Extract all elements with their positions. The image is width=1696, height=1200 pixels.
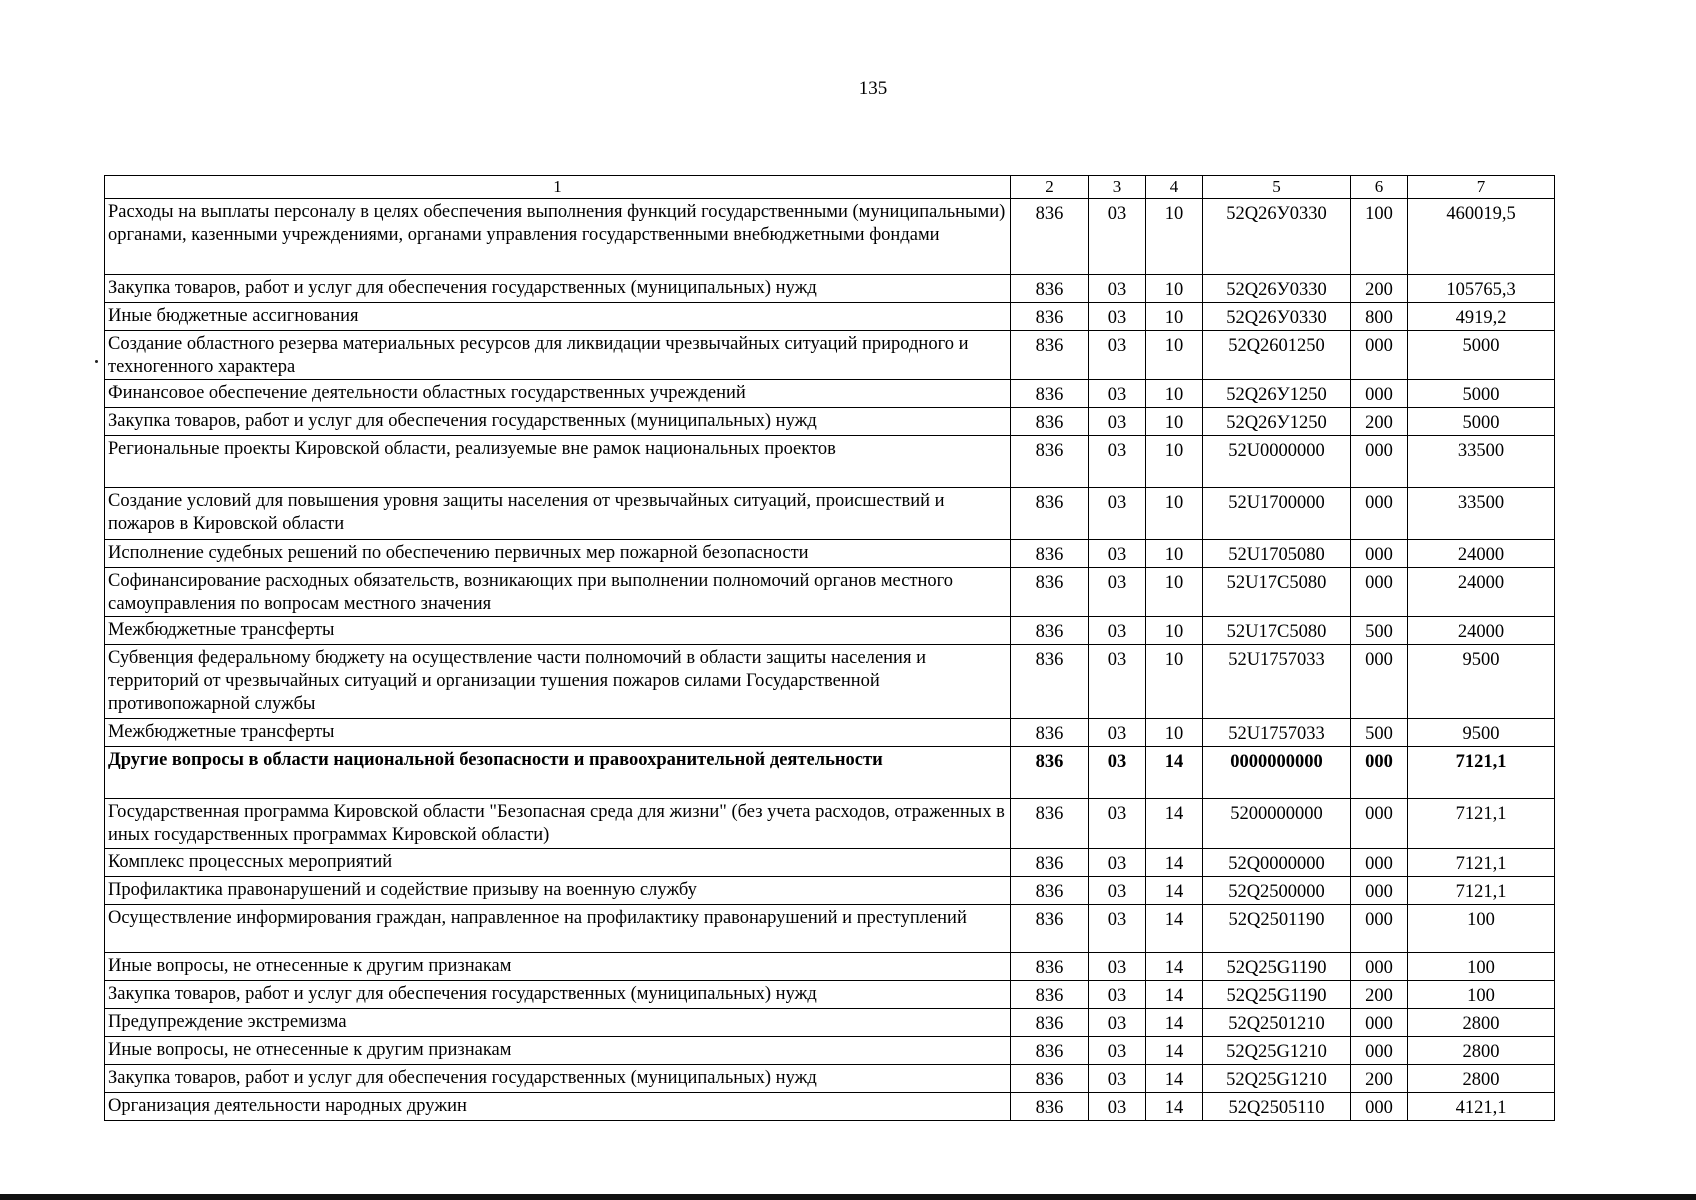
row-col-3: 03: [1089, 199, 1146, 275]
row-col-4: 14: [1146, 905, 1203, 953]
row-col-7: 24000: [1408, 568, 1555, 617]
row-col-2: 836: [1011, 331, 1089, 380]
row-col-6: 200: [1351, 275, 1408, 303]
row-col-7: 24000: [1408, 540, 1555, 568]
row-description: Региональные проекты Кировской области, реализуемые вне рамок национальных проектов: [105, 436, 1011, 488]
table-row: [105, 408, 1555, 436]
row-col-5: 52U17C5080: [1203, 568, 1351, 617]
row-col-4: 10: [1146, 380, 1203, 408]
row-col-4: 10: [1146, 408, 1203, 436]
table-row: [105, 380, 1555, 408]
row-col-5: 52Q26У1250: [1203, 380, 1351, 408]
row-col-2: 836: [1011, 849, 1089, 877]
row-col-5: 52Q26У0330: [1203, 275, 1351, 303]
row-col-7: 33500: [1408, 436, 1555, 488]
row-col-3: 03: [1089, 408, 1146, 436]
row-col-6: 000: [1351, 380, 1408, 408]
row-col-6: 000: [1351, 488, 1408, 540]
table-row: [105, 953, 1555, 981]
row-col-3: 03: [1089, 849, 1146, 877]
row-col-5: 52Q2505110: [1203, 1093, 1351, 1121]
row-col-3: 03: [1089, 1065, 1146, 1093]
row-col-5: 52Q25G1210: [1203, 1037, 1351, 1065]
row-col-7: 5000: [1408, 408, 1555, 436]
row-col-3: 03: [1089, 436, 1146, 488]
table-row: [105, 1037, 1555, 1065]
row-description: Государственная программа Кировской области "Безопасная среда для жизни" (без учета расходов, отраженных в иных государственных программах Кировской области): [105, 799, 1011, 849]
column-header-2: 2: [1011, 176, 1089, 199]
row-col-3: 03: [1089, 1093, 1146, 1121]
table-row: [105, 877, 1555, 905]
row-col-6: 000: [1351, 540, 1408, 568]
row-description: Профилактика правонарушений и содействие призыву на военную службу: [105, 877, 1011, 905]
row-col-3: 03: [1089, 719, 1146, 747]
column-number-row: [105, 176, 1555, 199]
row-col-4: 14: [1146, 1009, 1203, 1037]
row-col-6: 000: [1351, 1037, 1408, 1065]
table-row: [105, 905, 1555, 953]
row-col-2: 836: [1011, 953, 1089, 981]
row-col-6: 000: [1351, 436, 1408, 488]
row-description: Закупка товаров, работ и услуг для обеспечения государственных (муниципальных) нужд: [105, 408, 1011, 436]
row-col-3: 03: [1089, 953, 1146, 981]
row-col-6: 500: [1351, 617, 1408, 645]
row-description: Субвенция федеральному бюджету на осуществление части полномочий в области защиты населения и территорий от чрезвычайных ситуаций и организации тушения пожаров силами Государственной противопожарной службы: [105, 645, 1011, 719]
table-row: [105, 199, 1555, 275]
row-col-4: 14: [1146, 877, 1203, 905]
row-col-2: 836: [1011, 1009, 1089, 1037]
row-col-3: 03: [1089, 981, 1146, 1009]
row-description: Комплекс процессных мероприятий: [105, 849, 1011, 877]
scan-artifact: [95, 360, 98, 363]
table-row: [105, 303, 1555, 331]
row-col-4: 14: [1146, 1093, 1203, 1121]
row-col-2: 836: [1011, 747, 1089, 799]
row-col-2: 836: [1011, 436, 1089, 488]
budget-table: [104, 175, 1555, 1121]
row-col-3: 03: [1089, 645, 1146, 719]
row-col-6: 500: [1351, 719, 1408, 747]
row-col-7: 5000: [1408, 380, 1555, 408]
row-col-7: 4919,2: [1408, 303, 1555, 331]
row-col-7: 100: [1408, 905, 1555, 953]
row-col-4: 10: [1146, 436, 1203, 488]
row-col-2: 836: [1011, 645, 1089, 719]
row-col-5: 52Q0000000: [1203, 849, 1351, 877]
row-col-3: 03: [1089, 380, 1146, 408]
row-description: Предупреждение экстремизма: [105, 1009, 1011, 1037]
table-row: [105, 1009, 1555, 1037]
row-col-5: 52U1757033: [1203, 719, 1351, 747]
row-col-3: 03: [1089, 799, 1146, 849]
row-col-5: 0000000000: [1203, 747, 1351, 799]
row-col-4: 10: [1146, 617, 1203, 645]
row-col-6: 000: [1351, 877, 1408, 905]
row-col-4: 14: [1146, 747, 1203, 799]
row-col-2: 836: [1011, 905, 1089, 953]
row-col-7: 4121,1: [1408, 1093, 1555, 1121]
row-col-4: 10: [1146, 540, 1203, 568]
row-col-3: 03: [1089, 617, 1146, 645]
row-col-7: 7121,1: [1408, 849, 1555, 877]
row-col-7: 5000: [1408, 331, 1555, 380]
row-col-2: 836: [1011, 275, 1089, 303]
row-col-3: 03: [1089, 488, 1146, 540]
row-description: Финансовое обеспечение деятельности областных государственных учреждений: [105, 380, 1011, 408]
table-body: [105, 199, 1555, 1121]
row-col-5: 52Q2501190: [1203, 905, 1351, 953]
row-col-5: 52Q26У0330: [1203, 199, 1351, 275]
row-col-5: 52U1705080: [1203, 540, 1351, 568]
row-col-3: 03: [1089, 275, 1146, 303]
row-col-2: 836: [1011, 1065, 1089, 1093]
row-col-5: 52Q26У1250: [1203, 408, 1351, 436]
row-col-4: 14: [1146, 799, 1203, 849]
row-description: Софинансирование расходных обязательств, возникающих при выполнении полномочий органов местного самоуправления по вопросам местного значения: [105, 568, 1011, 617]
row-col-3: 03: [1089, 905, 1146, 953]
table-row: [105, 540, 1555, 568]
row-col-6: 200: [1351, 408, 1408, 436]
row-description: Осуществление информирования граждан, направленное на профилактику правонарушений и преступлений: [105, 905, 1011, 953]
row-col-5: 52U17C5080: [1203, 617, 1351, 645]
column-header-5: 5: [1203, 176, 1351, 199]
row-col-3: 03: [1089, 1009, 1146, 1037]
row-col-2: 836: [1011, 568, 1089, 617]
row-col-7: 24000: [1408, 617, 1555, 645]
table-row: [105, 719, 1555, 747]
row-col-2: 836: [1011, 981, 1089, 1009]
row-col-4: 10: [1146, 199, 1203, 275]
row-col-3: 03: [1089, 540, 1146, 568]
row-col-2: 836: [1011, 1093, 1089, 1121]
row-col-7: 7121,1: [1408, 747, 1555, 799]
column-header-4: 4: [1146, 176, 1203, 199]
row-col-6: 200: [1351, 981, 1408, 1009]
table-row: [105, 275, 1555, 303]
table-row: [105, 617, 1555, 645]
row-description: Создание условий для повышения уровня защиты населения от чрезвычайных ситуаций, происшествий и пожаров в Кировской области: [105, 488, 1011, 540]
row-col-3: 03: [1089, 303, 1146, 331]
row-col-4: 10: [1146, 719, 1203, 747]
page-number: 135: [858, 78, 888, 99]
row-col-6: 000: [1351, 747, 1408, 799]
row-col-7: 7121,1: [1408, 799, 1555, 849]
row-col-6: 100: [1351, 199, 1408, 275]
row-description: Создание областного резерва материальных ресурсов для ликвидации чрезвычайных ситуаций природного и техногенного характера: [105, 331, 1011, 380]
row-col-7: 105765,3: [1408, 275, 1555, 303]
row-col-6: 000: [1351, 849, 1408, 877]
row-col-6: 000: [1351, 568, 1408, 617]
row-col-5: 52Q25G1190: [1203, 981, 1351, 1009]
row-col-2: 836: [1011, 199, 1089, 275]
row-description: Другие вопросы в области национальной безопасности и правоохранительной деятельности: [105, 747, 1011, 799]
row-col-4: 10: [1146, 275, 1203, 303]
row-col-5: 52U0000000: [1203, 436, 1351, 488]
row-col-6: 000: [1351, 1093, 1408, 1121]
row-col-5: 52Q2501210: [1203, 1009, 1351, 1037]
table-row: [105, 568, 1555, 617]
row-col-2: 836: [1011, 303, 1089, 331]
row-col-3: 03: [1089, 877, 1146, 905]
row-col-3: 03: [1089, 747, 1146, 799]
row-col-6: 000: [1351, 799, 1408, 849]
row-col-2: 836: [1011, 617, 1089, 645]
row-description: Организация деятельности народных дружин: [105, 1093, 1011, 1121]
row-col-7: 9500: [1408, 719, 1555, 747]
row-col-7: 33500: [1408, 488, 1555, 540]
row-col-3: 03: [1089, 1037, 1146, 1065]
row-description: Иные вопросы, не отнесенные к другим признакам: [105, 953, 1011, 981]
row-col-4: 14: [1146, 1065, 1203, 1093]
row-description: Иные вопросы, не отнесенные к другим признакам: [105, 1037, 1011, 1065]
row-description: Иные бюджетные ассигнования: [105, 303, 1011, 331]
row-col-5: 52U1757033: [1203, 645, 1351, 719]
row-col-4: 10: [1146, 568, 1203, 617]
row-col-2: 836: [1011, 799, 1089, 849]
row-description: Закупка товаров, работ и услуг для обеспечения государственных (муниципальных) нужд: [105, 275, 1011, 303]
scan-bottom-edge: [0, 1194, 1696, 1200]
row-col-6: 000: [1351, 953, 1408, 981]
row-col-4: 10: [1146, 331, 1203, 380]
row-description: Расходы на выплаты персоналу в целях обеспечения выполнения функций государственными (муниципальными) органами, казенными учреждениями, органами управления государственными внебюджетными фондами: [105, 199, 1011, 275]
row-col-2: 836: [1011, 380, 1089, 408]
row-col-7: 2800: [1408, 1037, 1555, 1065]
row-col-2: 836: [1011, 540, 1089, 568]
row-col-2: 836: [1011, 719, 1089, 747]
row-col-2: 836: [1011, 877, 1089, 905]
row-description: Закупка товаров, работ и услуг для обеспечения государственных (муниципальных) нужд: [105, 1065, 1011, 1093]
row-col-7: 100: [1408, 953, 1555, 981]
table-row: [105, 799, 1555, 849]
row-col-3: 03: [1089, 331, 1146, 380]
row-col-5: 5200000000: [1203, 799, 1351, 849]
row-description: Межбюджетные трансферты: [105, 617, 1011, 645]
column-header-1: 1: [105, 176, 1011, 199]
row-col-7: 2800: [1408, 1065, 1555, 1093]
table-row: [105, 645, 1555, 719]
row-col-6: 000: [1351, 645, 1408, 719]
row-col-4: 10: [1146, 488, 1203, 540]
table-row: [105, 1065, 1555, 1093]
row-col-5: 52U1700000: [1203, 488, 1351, 540]
row-col-5: 52Q2500000: [1203, 877, 1351, 905]
row-col-7: 7121,1: [1408, 877, 1555, 905]
table-row: [105, 981, 1555, 1009]
row-col-5: 52Q26У0330: [1203, 303, 1351, 331]
row-col-2: 836: [1011, 488, 1089, 540]
row-col-7: 100: [1408, 981, 1555, 1009]
row-col-7: 2800: [1408, 1009, 1555, 1037]
table-row: [105, 488, 1555, 540]
table-row: [105, 747, 1555, 799]
table-row: [105, 331, 1555, 380]
row-col-6: 000: [1351, 905, 1408, 953]
row-col-6: 000: [1351, 331, 1408, 380]
row-col-6: 200: [1351, 1065, 1408, 1093]
row-col-7: 9500: [1408, 645, 1555, 719]
row-col-4: 14: [1146, 849, 1203, 877]
table-row: [105, 436, 1555, 488]
row-col-4: 14: [1146, 981, 1203, 1009]
column-header-3: 3: [1089, 176, 1146, 199]
row-description: Закупка товаров, работ и услуг для обеспечения государственных (муниципальных) нужд: [105, 981, 1011, 1009]
row-col-7: 460019,5: [1408, 199, 1555, 275]
table-row: [105, 849, 1555, 877]
row-col-3: 03: [1089, 568, 1146, 617]
column-header-7: 7: [1408, 176, 1555, 199]
row-description: Исполнение судебных решений по обеспечению первичных мер пожарной безопасности: [105, 540, 1011, 568]
row-col-5: 52Q2601250: [1203, 331, 1351, 380]
row-description: Межбюджетные трансферты: [105, 719, 1011, 747]
table-row: [105, 1093, 1555, 1121]
row-col-4: 14: [1146, 1037, 1203, 1065]
row-col-5: 52Q25G1190: [1203, 953, 1351, 981]
row-col-4: 14: [1146, 953, 1203, 981]
row-col-4: 10: [1146, 303, 1203, 331]
row-col-6: 800: [1351, 303, 1408, 331]
row-col-4: 10: [1146, 645, 1203, 719]
row-col-5: 52Q25G1210: [1203, 1065, 1351, 1093]
column-header-6: 6: [1351, 176, 1408, 199]
row-col-6: 000: [1351, 1009, 1408, 1037]
row-col-2: 836: [1011, 408, 1089, 436]
row-col-2: 836: [1011, 1037, 1089, 1065]
